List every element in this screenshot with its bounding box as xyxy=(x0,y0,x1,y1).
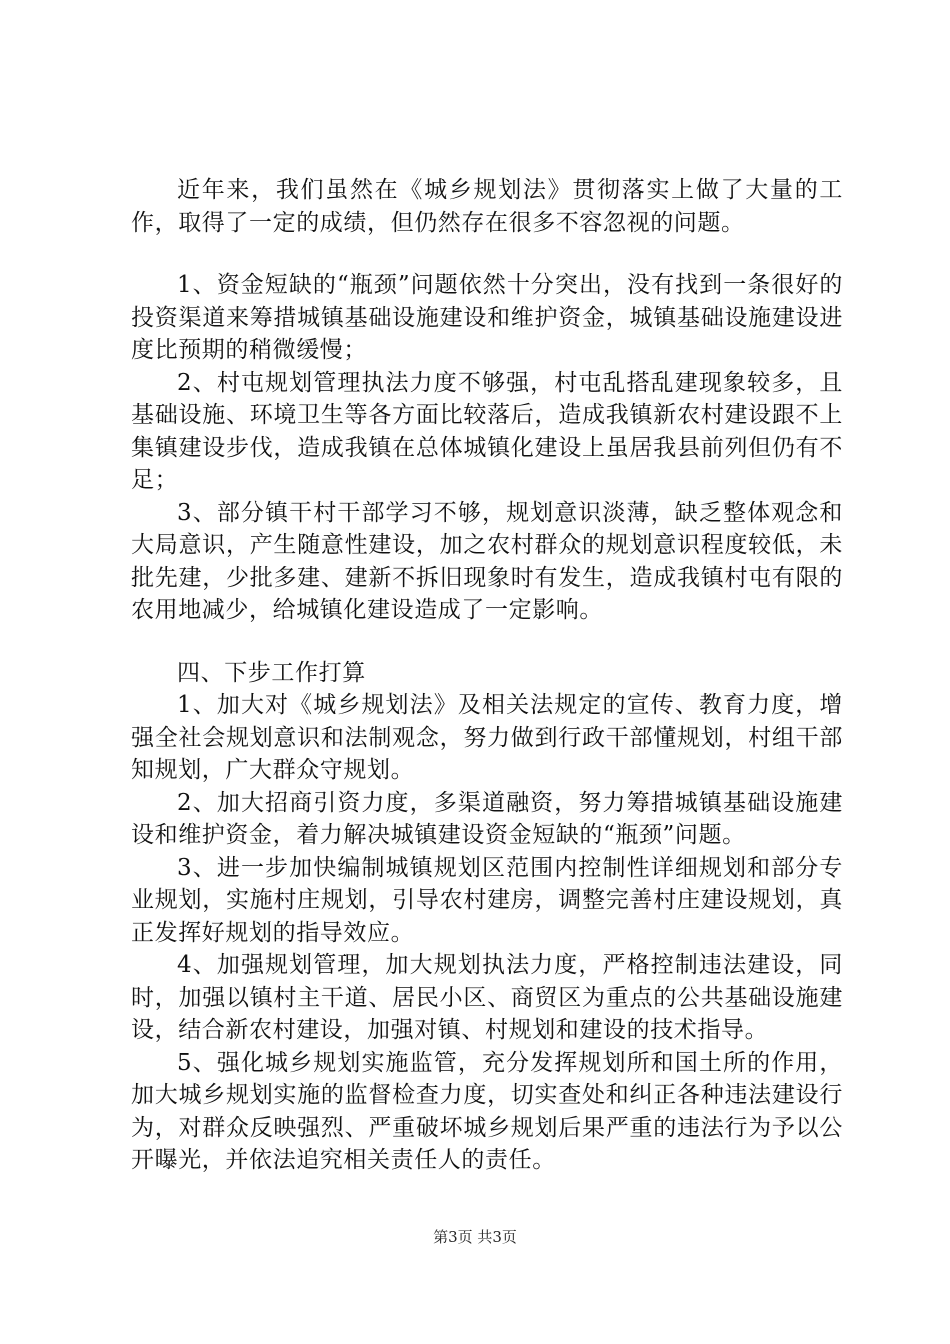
paragraph-problem-1: 1、资金短缺的“瓶颈”问题依然十分突出，没有找到一条很好的投资渠道来筹措城镇基础设施建设和维护资金，城镇基础设施建设进度比预期的稍微缓慢； xyxy=(131,272,843,363)
paragraph-problem-2: 2、村屯规划管理执法力度不够强，村屯乱搭乱建现象较多，且基础设施、环境卫生等各方面比较落后，造成我镇新农村建设跟不上集镇建设步伐，造成我镇在总体城镇化建设上虽居我县前列但仍有不足； xyxy=(131,369,843,493)
page-number-footer: 第3页 共3页 xyxy=(433,1228,517,1246)
section-heading-next-steps: 四、下步工作打算 xyxy=(177,659,366,686)
document-body xyxy=(131,174,843,1177)
paragraph-problem-3: 3、部分镇干村干部学习不够，规划意识淡薄，缺乏整体观念和大局意识，产生随意性建设，加之农村群众的规划意识程度较低，未批先建，少批多建、建新不拆旧现象时有发生，造成我镇村屯有限的农用地减少，给城镇化建设造成了一定影响。 xyxy=(131,499,843,623)
paragraph-intro: 近年来，我们虽然在《城乡规划法》贯彻落实上做了大量的工作，取得了一定的成绩，但仍然存在很多不容忽视的问题。 xyxy=(131,177,843,236)
paragraph-plan-3: 3、进一步加快编制城镇规划区范围内控制性详细规划和部分专业规划，实施村庄规划，引导农村建房，调整完善村庄建设规划，真正发挥好规划的指导效应。 xyxy=(131,854,843,946)
paragraph-plan-5: 5、强化城乡规划实施监管，充分发挥规划所和国土所的作用，加大城乡规划实施的监督检查力度，切实查处和纠正各种违法建设行为，对群众反映强烈、严重破坏城乡规划后果严重的违法行为予以公开曝光，并依法追究相关责任人的责任。 xyxy=(131,1049,843,1173)
paragraph-plan-4: 4、加强规划管理，加大规划执法力度，严格控制违法建设，同时，加强以镇村主干道、居民小区、商贸区为重点的公共基础设施建设，结合新农村建设，加强对镇、村规划和建设的技术指导。 xyxy=(131,952,843,1043)
paragraph-plan-2: 2、加大招商引资力度，多渠道融资，努力筹措城镇基础设施建设和维护资金，着力解决城镇建设资金短缺的“瓶颈”问题。 xyxy=(131,789,843,848)
paragraph-plan-1: 1、加大对《城乡规划法》及相关法规定的宣传、教育力度，增强全社会规划意识和法制观念，努力做到行政干部懂规划，村组干部知规划，广大群众守规划。 xyxy=(131,692,843,783)
